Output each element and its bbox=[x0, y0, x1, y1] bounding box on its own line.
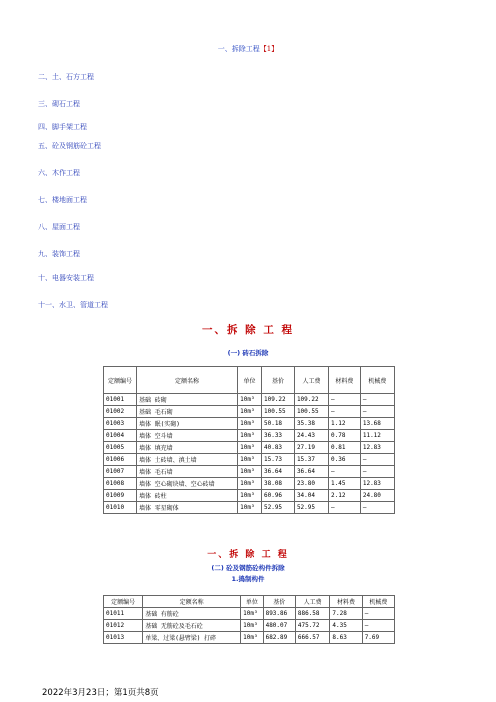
table-header-row bbox=[104, 596, 395, 608]
toc-item-decoration[interactable]: 九、装饰工程 bbox=[38, 250, 80, 258]
cell-labor: 109.22 bbox=[294, 394, 328, 406]
toc-item-scaffold[interactable]: 四、脚手架工程 bbox=[38, 123, 87, 131]
col-header-base-price: 基价 bbox=[261, 367, 294, 394]
cell-code: 01001 bbox=[104, 394, 137, 406]
cell-base-price: 52.95 bbox=[261, 502, 294, 514]
cell-base-price: 480.07 bbox=[263, 620, 295, 632]
cell-code: 01011 bbox=[104, 608, 143, 620]
cell-code: 01007 bbox=[104, 466, 137, 478]
cell-unit: 10m³ bbox=[238, 406, 262, 418]
cell-base-price: 50.18 bbox=[261, 418, 294, 430]
table-row bbox=[104, 466, 395, 478]
table-row bbox=[104, 442, 395, 454]
demolition-concrete-table bbox=[103, 595, 395, 644]
cell-unit: 10m³ bbox=[238, 418, 262, 430]
cell-unit: 10m³ bbox=[238, 454, 262, 466]
table-row bbox=[104, 430, 395, 442]
cell-labor: 24.43 bbox=[294, 430, 328, 442]
cell-name: 单梁、过梁(悬臂梁) 打碎 bbox=[143, 632, 241, 644]
section2-title: 一、拆 除 工 程 bbox=[207, 550, 289, 560]
cell-machinery: — bbox=[362, 620, 394, 632]
cell-material: 1.45 bbox=[329, 478, 361, 490]
cell-labor: 52.95 bbox=[294, 502, 328, 514]
toc-item-concrete[interactable]: 五、砼及钢筋砼工程 bbox=[38, 142, 101, 150]
table-row bbox=[104, 608, 395, 620]
cell-name: 墙体 填充墙 bbox=[136, 442, 237, 454]
cell-machinery: 13.68 bbox=[360, 418, 394, 430]
cell-base-price: 36.64 bbox=[261, 466, 294, 478]
cell-base-price: 100.55 bbox=[261, 406, 294, 418]
cell-labor: 100.55 bbox=[294, 406, 328, 418]
toc-item-roof[interactable]: 八、屋面工程 bbox=[38, 223, 80, 231]
cell-code: 01003 bbox=[104, 418, 137, 430]
page-footer: 2022年3月23日；第1页共8页 bbox=[42, 688, 159, 698]
section1-subtitle: (一) 砖石拆除 bbox=[227, 349, 269, 357]
cell-base-price: 38.08 bbox=[261, 478, 294, 490]
section2-subtitle: (二) 砼及钢筋砼构件拆除 bbox=[211, 564, 285, 572]
toc-item-earthwork[interactable]: 二、土、石方工程 bbox=[38, 73, 94, 81]
table-row bbox=[104, 632, 395, 644]
cell-labor: 27.19 bbox=[294, 442, 328, 454]
cell-name: 墙体 砖柱 bbox=[136, 490, 237, 502]
cell-code: 01005 bbox=[104, 442, 137, 454]
cell-material: — bbox=[329, 406, 361, 418]
cell-name: 基础 毛石砌 bbox=[136, 406, 237, 418]
cell-machinery: — bbox=[360, 466, 394, 478]
table-row bbox=[104, 502, 395, 514]
col-header-name: 定额名称 bbox=[136, 367, 237, 394]
cell-machinery: — bbox=[360, 454, 394, 466]
toc-link-label[interactable]: 一、拆除工程 bbox=[217, 45, 260, 53]
section1-title: 一、拆 除 工 程 bbox=[202, 324, 294, 336]
cell-machinery: 24.80 bbox=[360, 490, 394, 502]
toc-item-floor[interactable]: 七、楼地面工程 bbox=[38, 196, 87, 204]
toc-item-plumbing[interactable]: 十一、水卫、管道工程 bbox=[38, 301, 108, 309]
cell-machinery: 7.69 bbox=[362, 632, 394, 644]
toc-item-masonry[interactable]: 三、砌石工程 bbox=[38, 100, 80, 108]
cell-base-price: 40.83 bbox=[261, 442, 294, 454]
cell-code: 01002 bbox=[104, 406, 137, 418]
cell-unit: 10m³ bbox=[238, 442, 262, 454]
cell-labor: 475.72 bbox=[295, 620, 330, 632]
toc-item-woodwork[interactable]: 六、木作工程 bbox=[38, 169, 80, 177]
table-row bbox=[104, 406, 395, 418]
toc-current-marker: 【1】 bbox=[259, 45, 279, 53]
cell-base-price: 682.89 bbox=[263, 632, 295, 644]
cell-unit: 10m³ bbox=[238, 502, 262, 514]
cell-unit: 10m³ bbox=[238, 466, 262, 478]
col-header-base-price: 基价 bbox=[263, 596, 295, 608]
cell-unit: 10m³ bbox=[241, 620, 263, 632]
cell-material: 4.35 bbox=[330, 620, 362, 632]
cell-material: 8.63 bbox=[330, 632, 362, 644]
cell-machinery: — bbox=[360, 406, 394, 418]
cell-labor: 23.80 bbox=[294, 478, 328, 490]
cell-labor: 15.37 bbox=[294, 454, 328, 466]
cell-code: 01012 bbox=[104, 620, 143, 632]
table-row bbox=[104, 394, 395, 406]
cell-material: — bbox=[329, 466, 361, 478]
col-header-material: 材料费 bbox=[329, 367, 361, 394]
cell-labor: 666.57 bbox=[295, 632, 330, 644]
cell-machinery: — bbox=[362, 608, 394, 620]
cell-code: 01004 bbox=[104, 430, 137, 442]
col-header-labor: 人工费 bbox=[295, 596, 330, 608]
cell-base-price: 109.22 bbox=[261, 394, 294, 406]
cell-material: 2.12 bbox=[329, 490, 361, 502]
col-header-unit: 单位 bbox=[241, 596, 263, 608]
cell-machinery: — bbox=[360, 394, 394, 406]
cell-material: 7.28 bbox=[330, 608, 362, 620]
col-header-material: 材料费 bbox=[330, 596, 362, 608]
cell-name: 基础 有筋砼 bbox=[143, 608, 241, 620]
demolition-masonry-table bbox=[103, 366, 395, 514]
cell-base-price: 60.96 bbox=[261, 490, 294, 502]
cell-machinery: 12.83 bbox=[360, 478, 394, 490]
cell-code: 01009 bbox=[104, 490, 137, 502]
col-header-machinery: 机械费 bbox=[360, 367, 394, 394]
cell-material: — bbox=[329, 394, 361, 406]
col-header-unit: 单位 bbox=[238, 367, 262, 394]
cell-material: 1.12 bbox=[329, 418, 361, 430]
col-header-machinery: 机械费 bbox=[362, 596, 394, 608]
cell-material: 0.36 bbox=[329, 454, 361, 466]
cell-material: 0.81 bbox=[329, 442, 361, 454]
cell-base-price: 15.73 bbox=[261, 454, 294, 466]
section2-subsubtitle: 1.捣制构件 bbox=[231, 575, 265, 583]
col-header-code: 定额编号 bbox=[104, 596, 143, 608]
cell-name: 基础 砖砌 bbox=[136, 394, 237, 406]
cell-code: 01013 bbox=[104, 632, 143, 644]
cell-base-price: 36.33 bbox=[261, 430, 294, 442]
cell-labor: 35.38 bbox=[294, 418, 328, 430]
table-row bbox=[104, 478, 395, 490]
cell-name: 墙体 空心砌块墙、空心砖墙 bbox=[136, 478, 237, 490]
table-row bbox=[104, 620, 395, 632]
cell-base-price: 893.86 bbox=[263, 608, 295, 620]
cell-unit: 10m³ bbox=[238, 394, 262, 406]
cell-material: — bbox=[329, 502, 361, 514]
cell-code: 01010 bbox=[104, 502, 137, 514]
toc-item-demolition[interactable] bbox=[0, 44, 496, 54]
cell-code: 01006 bbox=[104, 454, 137, 466]
table-row bbox=[104, 490, 395, 502]
cell-name: 基础 无筋砼及毛石砼 bbox=[143, 620, 241, 632]
toc-item-electrical[interactable]: 十、电器安装工程 bbox=[38, 274, 94, 282]
cell-name: 墙体 空斗墙 bbox=[136, 430, 237, 442]
col-header-code: 定额编号 bbox=[104, 367, 137, 394]
cell-machinery: 12.83 bbox=[360, 442, 394, 454]
cell-name: 墙体 零星砌体 bbox=[136, 502, 237, 514]
cell-labor: 34.04 bbox=[294, 490, 328, 502]
cell-machinery: — bbox=[360, 502, 394, 514]
cell-machinery: 11.12 bbox=[360, 430, 394, 442]
table-row bbox=[104, 454, 395, 466]
cell-code: 01008 bbox=[104, 478, 137, 490]
cell-unit: 10m³ bbox=[238, 430, 262, 442]
cell-unit: 10m³ bbox=[238, 490, 262, 502]
cell-labor: 36.64 bbox=[294, 466, 328, 478]
cell-labor: 886.58 bbox=[295, 608, 330, 620]
table-header-row bbox=[104, 367, 395, 394]
cell-unit: 10m³ bbox=[241, 632, 263, 644]
cell-name: 墙体 眠(实砌) bbox=[136, 418, 237, 430]
cell-name: 墙体 土砖墙、滇土墙 bbox=[136, 454, 237, 466]
table-row bbox=[104, 418, 395, 430]
cell-material: 0.78 bbox=[329, 430, 361, 442]
cell-name: 墙体 毛石墙 bbox=[136, 466, 237, 478]
col-header-labor: 人工费 bbox=[294, 367, 328, 394]
cell-unit: 10m³ bbox=[238, 478, 262, 490]
col-header-name: 定额名称 bbox=[143, 596, 241, 608]
cell-unit: 10m³ bbox=[241, 608, 263, 620]
